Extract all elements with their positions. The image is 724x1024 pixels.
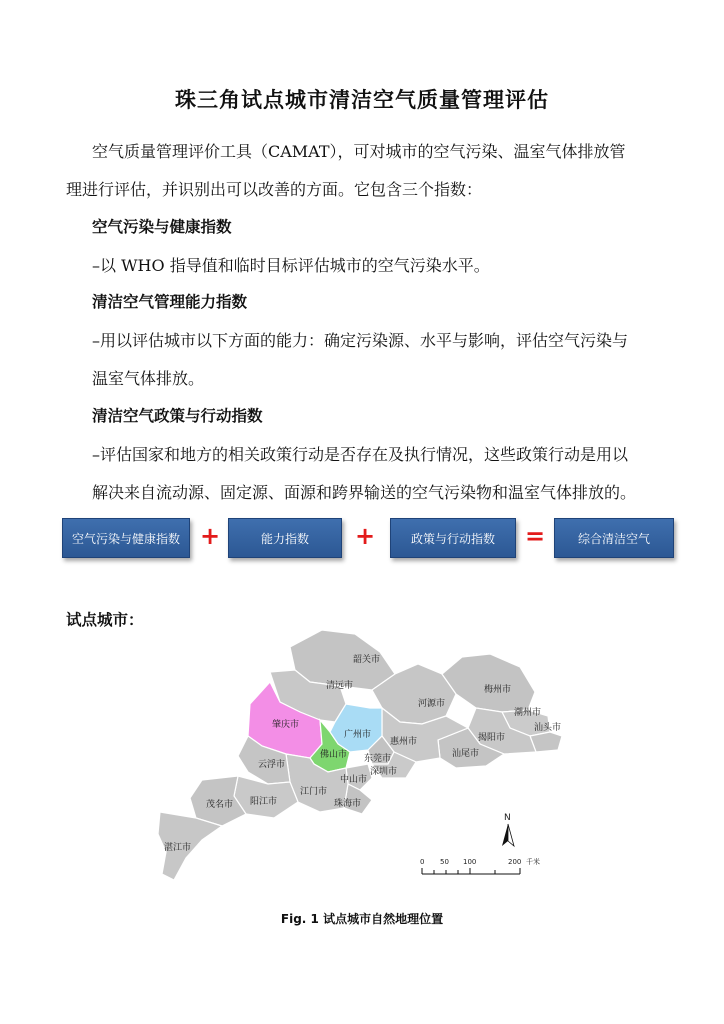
- scale-bar: [420, 857, 540, 874]
- map-label-chaozhou: 潮州市: [514, 708, 542, 718]
- svg-text:0: 0: [420, 858, 425, 866]
- svg-text:千米: 千米: [526, 858, 540, 866]
- index2-desc-line-2: 温室气体排放。: [92, 369, 205, 388]
- index1-heading: 空气污染与健康指数: [92, 218, 232, 236]
- formula-plus-2: +: [355, 522, 376, 550]
- map-label-shaoguan: 韶关市: [353, 655, 381, 665]
- svg-text:100: 100: [463, 858, 477, 866]
- formula-equals: =: [525, 522, 546, 550]
- map-label-shantou: 汕头市: [534, 723, 562, 733]
- map-label-zhongshan: 中山市: [340, 775, 368, 785]
- map-label-shenzhen: 深圳市: [370, 767, 398, 777]
- map-label-zhaoqing: 肇庆市: [272, 720, 300, 730]
- index3-heading: 清洁空气政策与行动指数: [92, 407, 263, 425]
- map-region-meizhou: [442, 654, 535, 712]
- figure-caption: Fig. 1 试点城市自然地理位置: [280, 912, 444, 926]
- map-label-heyuan: 河源市: [418, 699, 446, 709]
- index2-desc-line-1: –用以评估城市以下方面的能力：确定污染源、水平与影响，评估空气污染与: [92, 331, 629, 350]
- formula-result-box: 综合清洁空气: [554, 518, 674, 558]
- map-label-zhanjiang: 湛江市: [164, 843, 192, 853]
- map-label-guangzhou: 广州市: [344, 730, 372, 740]
- map-label-jieyang: 揭阳市: [478, 733, 506, 743]
- guangdong-map: [150, 612, 580, 887]
- page-title: 珠三角试点城市清洁空气质量管理评估: [175, 88, 549, 112]
- svg-text:50: 50: [440, 858, 449, 866]
- north-arrow-icon: [502, 813, 514, 846]
- map-label-foshan: 佛山市: [320, 750, 348, 760]
- formula-policy-index-box: 政策与行动指数: [390, 518, 516, 558]
- formula-health-index-box: 空气污染与健康指数: [62, 518, 190, 558]
- formula-plus-1: +: [200, 522, 221, 550]
- pilot-cities-heading: 试点城市：: [66, 611, 144, 629]
- map-label-huizhou: 惠州市: [390, 737, 418, 747]
- intro-line-2: 理进行评估，并识别出可以改善的方面。它包含三个指数：: [66, 180, 483, 199]
- svg-text:200: 200: [508, 858, 522, 866]
- map-label-meizhou: 梅州市: [484, 685, 512, 695]
- index3-desc-line-1: –评估国家和地方的相关政策行动是否存在及执行情况，这些政策行动是用以: [92, 445, 629, 464]
- index3-desc-line-2: 解决来自流动源、固定源、面源和跨界输送的空气污染物和温室气体排放的。: [92, 483, 637, 502]
- map-label-yangjiang: 阳江市: [250, 797, 278, 807]
- map-label-shanwei: 汕尾市: [452, 749, 480, 759]
- svg-text:N: N: [504, 813, 511, 823]
- intro-line-1: 空气质量管理评价工具（CAMAT），可对城市的空气污染、温室气体排放管: [92, 142, 626, 161]
- map-label-qingyuan: 清远市: [326, 681, 354, 691]
- map-label-maoming: 茂名市: [206, 800, 234, 810]
- map-label-yunfu: 云浮市: [258, 760, 286, 770]
- index1-desc: –以 WHO 指导值和临时目标评估城市的空气污染水平。: [92, 256, 490, 275]
- formula-capacity-index-box: 能力指数: [228, 518, 342, 558]
- index2-heading: 清洁空气管理能力指数: [92, 293, 248, 311]
- map-label-jiangmen: 江门市: [300, 787, 328, 797]
- map-label-zhuhai: 珠海市: [334, 799, 362, 809]
- map-label-dongguan: 东莞市: [364, 754, 392, 764]
